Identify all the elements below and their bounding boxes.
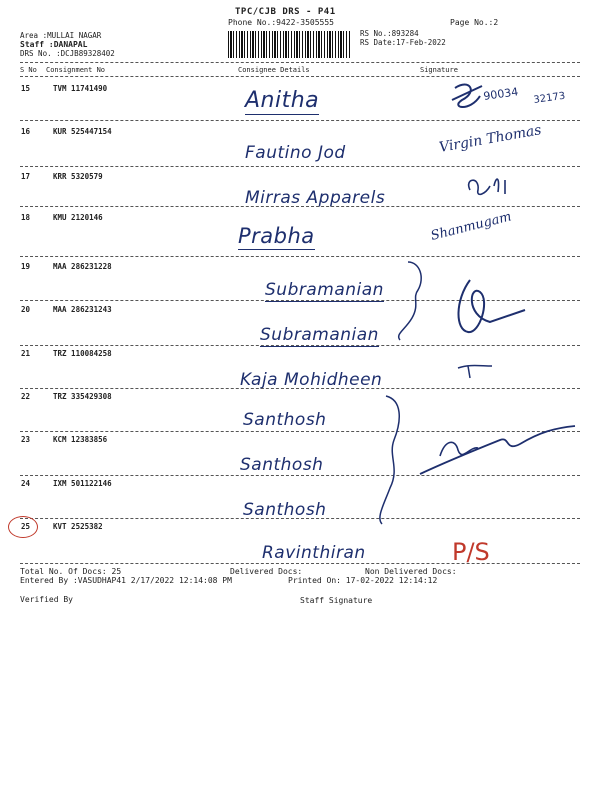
- column-header-consignment: Consignment No: [46, 66, 106, 74]
- signature-number-line2: 32173: [532, 90, 566, 106]
- row-sno: 25: [21, 522, 31, 531]
- total-docs: Total No. Of Docs: 25: [20, 567, 122, 576]
- phone-number: Phone No.:9422-3505555: [228, 18, 334, 27]
- row-sno: 17: [21, 172, 31, 181]
- row-consignment: TVM 11741490: [53, 84, 108, 93]
- row-consignment: MAA 286231243: [53, 305, 112, 314]
- row-consignee-name: Anitha: [245, 88, 320, 113]
- entered-by: Entered By :VASUDHAP41 2/17/2022 12:14:08 PM: [20, 576, 232, 585]
- row-consignee-name: Subramanian: [260, 325, 379, 345]
- row-sno: 23: [21, 435, 31, 444]
- row-consignment: KUR 525447154: [53, 127, 112, 136]
- divider: [20, 166, 580, 167]
- signature-number-line1: 90034: [482, 85, 520, 103]
- drs-number: DRS No. :DCJB89328402: [20, 49, 115, 58]
- divider: [20, 475, 580, 476]
- row-consignee-name: Santhosh: [243, 500, 327, 520]
- row-consignee-name: Kaja Mohidheen: [240, 370, 383, 390]
- row-consignment: KCM 12383856: [53, 435, 108, 444]
- divider: [20, 256, 580, 257]
- row-consignment: KMU 2120146: [53, 213, 103, 222]
- divider: [20, 388, 580, 389]
- row-sno: 18: [21, 213, 31, 222]
- staff-signature-label: Staff Signature: [300, 596, 373, 605]
- row-consignment: KVT 2525382: [53, 522, 103, 531]
- row-consignee-name: Subramanian: [265, 280, 384, 300]
- divider: [20, 76, 580, 77]
- divider: [20, 431, 580, 432]
- row-consignee-name: Ravinthiran: [262, 543, 366, 563]
- document-title: TPC/CJB DRS - P41: [235, 7, 336, 17]
- verified-by-label: Verified By: [20, 595, 73, 604]
- row-consignment: KRR 5320579: [53, 172, 103, 181]
- signature-shanmugam: Shanmugam: [429, 209, 514, 244]
- non-delivered-docs: Non Delivered Docs:: [365, 567, 457, 576]
- rs-date: RS Date:17-Feb-2022: [360, 38, 446, 47]
- column-header-signature: Signature: [420, 66, 458, 74]
- row-consignment: TRZ 335429308: [53, 392, 112, 401]
- signature-virgin-thomas: Virgin Thomas: [437, 122, 543, 156]
- staff-label: Staff :DANAPAL: [20, 40, 88, 49]
- row-consignee-name: Prabha: [238, 224, 315, 248]
- row-consignee-name: Santhosh: [243, 410, 327, 430]
- column-header-consignee: Consignee Details: [238, 66, 310, 74]
- row-consignment: IXM 501122146: [53, 479, 112, 488]
- divider: [20, 206, 580, 207]
- divider: [20, 563, 580, 564]
- row-consignee-name: Santhosh: [240, 455, 324, 475]
- divider: [20, 120, 580, 121]
- delivered-docs: Delivered Docs:: [230, 567, 303, 576]
- area-label: Area :MULLAI NAGAR: [20, 31, 102, 40]
- divider: [20, 345, 580, 346]
- row-sno: 15: [21, 84, 31, 93]
- divider: [20, 518, 580, 519]
- row-consignment: MAA 286231228: [53, 262, 112, 271]
- row-sno: 22: [21, 392, 31, 401]
- rs-number: RS No.:893284: [360, 29, 419, 38]
- row-consignee-name: Mirras Apparels: [245, 188, 386, 208]
- ps-mark: P/S: [452, 538, 490, 566]
- row-sno: 21: [21, 349, 31, 358]
- row-consignee-name: Fautino Jod: [245, 143, 346, 163]
- printed-on: Printed On: 17-02-2022 12:14:12: [288, 576, 438, 585]
- page-number: Page No.:2: [450, 18, 499, 27]
- row-sno: 24: [21, 479, 31, 488]
- row-sno: 20: [21, 305, 31, 314]
- row-sno: 19: [21, 262, 31, 271]
- divider: [20, 62, 580, 63]
- column-header-sno: S No: [20, 66, 37, 74]
- divider: [20, 300, 580, 301]
- row-sno: 16: [21, 127, 31, 136]
- row-consignment: TRZ 110084258: [53, 349, 112, 358]
- barcode: [228, 31, 351, 58]
